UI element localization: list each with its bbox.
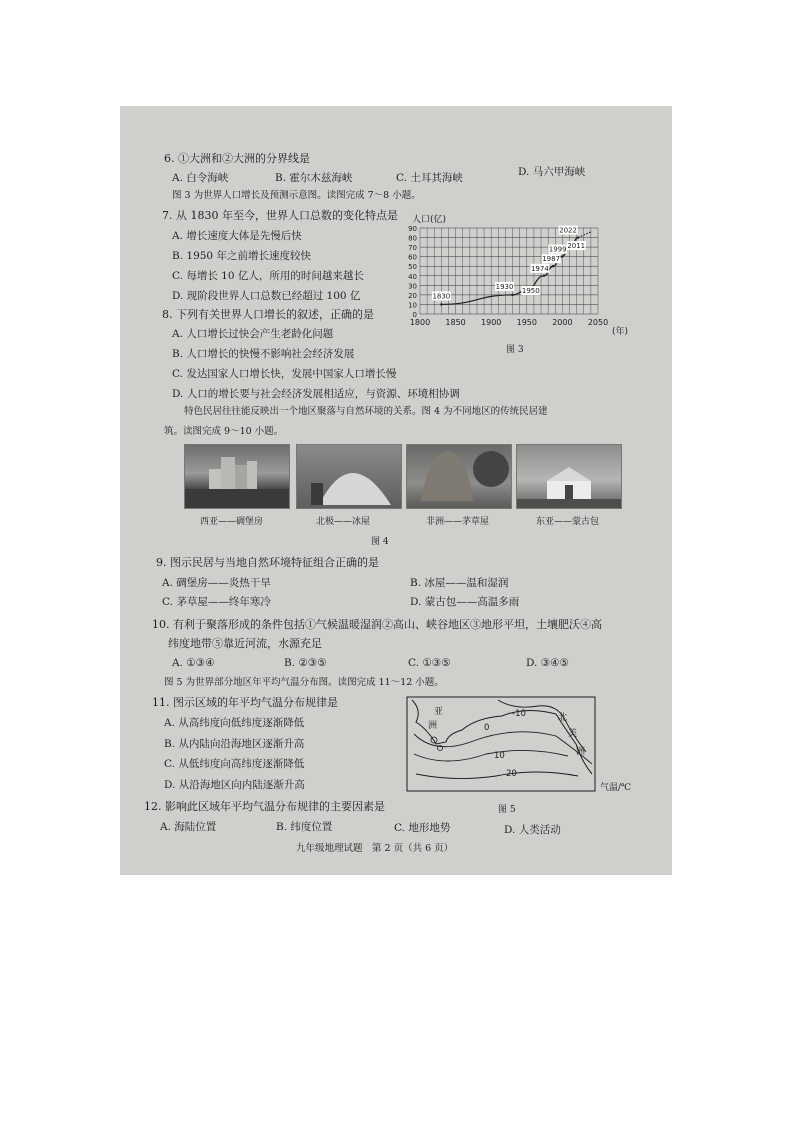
fig3-caption: 图 3 <box>506 345 524 355</box>
isotherm-label-m10: -10 <box>512 709 526 719</box>
y-tick-label: 60 <box>408 253 417 262</box>
data-label: 1999 <box>548 245 567 254</box>
y-tick-label: 30 <box>408 282 417 291</box>
x-tick-label: 1900 <box>481 318 502 327</box>
map-label-na-1: 北 <box>558 713 568 723</box>
data-label: 1987 <box>542 255 561 264</box>
q10-option-b: B. ②③⑤ <box>284 657 327 669</box>
y-tick-label: 40 <box>408 272 417 281</box>
q12-option-d: D. 人类活动 <box>504 824 561 836</box>
photo-label-4: 东亚——蒙古包 <box>536 517 600 527</box>
data-point <box>560 255 562 257</box>
chart-xunit: (年) <box>612 327 629 337</box>
data-point <box>543 275 545 277</box>
q6-option-d: D. 马六甲海峡 <box>518 166 586 178</box>
intro-fig4-line2: 筑。读图完成 9～10 小题。 <box>164 426 284 437</box>
x-tick-label: 1850 <box>445 318 466 327</box>
photo-yurt <box>516 444 622 509</box>
fig5-legend: 气温/℃ <box>600 783 632 793</box>
intro-fig4-line1: 特色民居往往能反映出一个地区聚落与自然环境的关系。图 4 为不同地区的传统民居建 <box>184 406 548 417</box>
q9-option-d: D. 蒙古包——高温多雨 <box>410 596 520 608</box>
q7-stem: 7. 从 1830 年至今，世界人口总数的变化特点是 <box>162 209 398 222</box>
photo-thatched-hut <box>406 444 512 509</box>
q7-option-c: C. 每增长 10 亿人，所用的时间越来越长 <box>172 270 364 282</box>
q12-stem: 12. 影响此区域年平均气温分布规律的主要因素是 <box>144 800 385 813</box>
q9-stem: 9. 图示民居与当地自然环境特征组合正确的是 <box>156 556 379 569</box>
data-point <box>440 303 442 305</box>
q6-stem: 6. ①大洲和②大洲的分界线是 <box>164 152 310 165</box>
intro-fig5: 图 5 为世界部分地区年平均气温分布图。读图完成 11～12 小题。 <box>164 677 444 688</box>
photo-label-3: 非洲——茅草屋 <box>426 517 490 527</box>
map-label-na-3: 洲 <box>576 747 586 757</box>
q9-option-c: C. 茅草屋——终年寒冷 <box>162 596 271 608</box>
x-tick-label: 2000 <box>552 318 573 327</box>
q10-option-a: A. ①③④ <box>172 657 215 669</box>
q12-option-a: A. 海陆位置 <box>160 821 217 833</box>
q11-option-c: C. 从低纬度向高纬度逐渐降低 <box>164 758 305 770</box>
fig4-caption: 图 4 <box>371 537 389 547</box>
q10-option-c: C. ①③⑤ <box>408 657 451 669</box>
q8-stem: 8. 下列有关世界人口增长的叙述，正确的是 <box>162 308 374 321</box>
projection-line <box>578 232 591 238</box>
q7-option-b: B. 1950 年之前增长速度较快 <box>172 250 311 262</box>
exam-page <box>120 106 672 875</box>
y-tick-label: 20 <box>408 291 417 300</box>
q8-option-b: B. 人口增长的快慢不影响社会经济发展 <box>172 348 355 360</box>
fig5-caption: 图 5 <box>498 805 516 815</box>
population-chart <box>400 212 640 342</box>
photo-fort-house <box>184 444 290 509</box>
q8-option-c: C. 发达国家人口增长快，发展中国家人口增长慢 <box>172 368 397 380</box>
y-tick-label: 80 <box>408 234 417 243</box>
data-label: 2011 <box>567 242 586 251</box>
q10-stem-line2: 纬度地带⑤靠近河流，水源充足 <box>168 637 322 650</box>
data-label: 1930 <box>495 282 514 291</box>
data-point <box>577 236 579 238</box>
q12-option-c: C. 地形地势 <box>394 822 451 834</box>
q9-option-a: A. 碉堡房——炎热干旱 <box>162 577 271 589</box>
q7-option-d: D. 现阶段世界人口总数已经超过 100 亿 <box>172 290 361 302</box>
isotherm-map <box>406 696 598 794</box>
x-tick-label: 2050 <box>587 318 609 327</box>
data-label: 1950 <box>521 287 540 296</box>
y-tick-label: 0 <box>412 311 417 319</box>
q8-option-d: D. 人口的增长要与社会经济发展相适应，与资源、环境相协调 <box>172 388 460 400</box>
q6-option-c: C. 土耳其海峡 <box>396 172 463 184</box>
isotherm-label-0: 0 <box>484 723 490 733</box>
q11-option-a: A. 从高纬度向低纬度逐渐降低 <box>164 717 305 729</box>
isotherm-label-20: 20 <box>506 769 517 779</box>
data-point <box>552 265 554 267</box>
q10-option-d: D. ③④⑤ <box>526 657 569 669</box>
intro-fig3: 图 3 为世界人口增长及预测示意图。读图完成 7～8 小题。 <box>172 190 421 201</box>
y-tick-label: 70 <box>408 244 417 253</box>
q10-stem-line1: 10. 有利于聚落形成的条件包括①气候温暖湿润②高山、峡谷地区③地形平坦，土壤肥沃④高 <box>152 618 602 631</box>
data-label: 2022 <box>559 226 577 235</box>
data-label: 1974 <box>530 264 549 273</box>
q11-option-d: D. 从沿海地区向内陆逐渐升高 <box>164 779 305 791</box>
map-label-asia-2: 洲 <box>428 721 438 731</box>
isotherm-label-10: 10 <box>494 751 505 761</box>
q11-option-b: B. 从内陆向沿海地区逐渐升高 <box>164 738 305 750</box>
chart-ylabel: 人口(亿) <box>412 215 447 225</box>
q7-option-a: A. 增长速度大体是先慢后快 <box>172 230 302 242</box>
photo-igloo <box>296 444 402 509</box>
q8-option-a: A. 人口增长过快会产生老龄化问题 <box>172 328 334 340</box>
map-label-asia-1: 亚 <box>434 707 444 717</box>
y-tick-label: 50 <box>408 263 417 272</box>
q11-stem: 11. 图示区域的年平均气温分布规律是 <box>152 696 338 709</box>
y-tick-label: 90 <box>408 225 417 233</box>
page-footer: 九年级地理试题 第 2 页（共 6 页） <box>296 843 454 854</box>
q6-option-a: A. 白令海峡 <box>172 172 229 184</box>
data-label: 1830 <box>432 292 451 301</box>
map-label-na-2: 美 <box>568 729 578 739</box>
q12-option-b: B. 纬度位置 <box>276 821 333 833</box>
x-tick-label: 1950 <box>516 318 537 327</box>
x-tick-label: 1800 <box>409 318 431 327</box>
photo-label-2: 北极——冰屋 <box>316 517 371 527</box>
photo-label-1: 西亚——碉堡房 <box>200 517 264 527</box>
data-point <box>511 294 513 296</box>
y-tick-label: 10 <box>408 301 417 310</box>
q9-option-b: B. 冰屋——温和湿润 <box>410 577 509 589</box>
q6-option-b: B. 霍尔木兹海峡 <box>275 172 353 184</box>
